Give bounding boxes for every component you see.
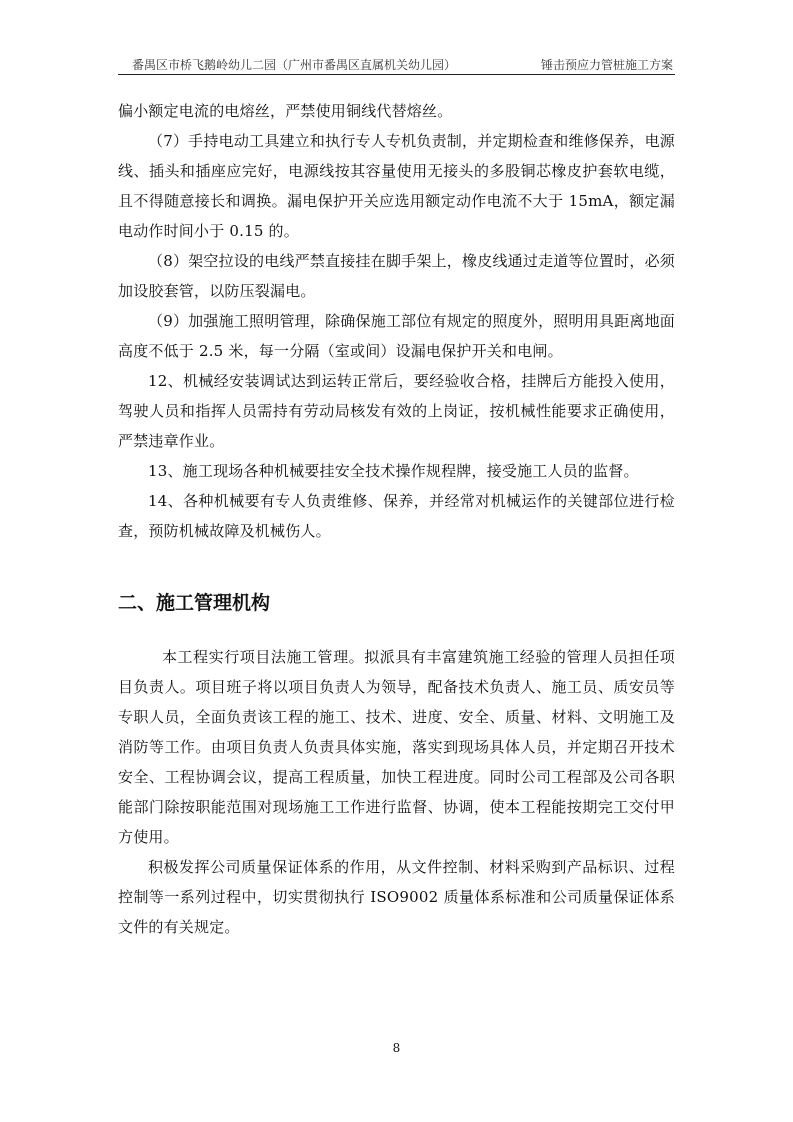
paragraph-item-9: （9）加强施工照明管理，除确保施工部位有规定的照度外，照明用具距离地面高度不低于 2.5 米，每一分隔（室或间）设漏电保护开关和电闸。	[118, 312, 675, 360]
paragraph-item-13: 13、施工现场各种机械要挂安全技术操作规程牌，接受施工人员的监督。	[148, 462, 639, 480]
section-paragraph-1: 本工程实行项目法施工管理。拟派具有丰富建筑施工经验的管理人员担任项目负责人。项目班子将以项目负责人为领导，配备技术负责人、施工员、质安员等专职人员，全面负责该工程的施工、技术、进度、安全、质量、材料、文明施工及消防等工作。由项目负责人负责具体实施，落实到现场具体人员，并定期召开技术安全、工程协调会议，提高工程质量，加快工程进度。同时公司工程部及公司各职能部门除按职能范围对现场施工工作进行监督、协调，使本工程能按期完工交付甲方使用。	[118, 648, 675, 846]
header-right-text: 锤击预应力管桩施工方案	[540, 58, 673, 72]
section-paragraph-2: 积极发挥公司质量保证体系的作用，从文件控制、材料采购到产品标识、过程控制等一系列过程中，切实贯彻执行 ISO9002 质量体系标准和公司质量保证体系文件的有关规定。	[118, 858, 675, 936]
section-heading: 二、施工管理机构	[118, 592, 271, 614]
paragraph-item-7: （7）手持电动工具建立和执行专人专机负责制，并定期检查和维修保养，电源线、插头和插座应完好，电源线按其容量使用无接头的多股铜芯橡皮护套软电缆，且不得随意接长和调换。漏电保护开关应选用额定动作电流不大于 15mA，额定漏电动作时间小于 0.15 的。	[118, 132, 675, 240]
paragraph-item-14: 14、各种机械要有专人负责维修、保养，并经常对机械运作的关键部位进行检查，预防机械故障及机械伤人。	[118, 492, 675, 540]
header-left-text: 番禺区市桥飞鹅岭幼儿二园（广州市番禺区直属机关幼儿园）	[132, 58, 457, 72]
body-text	[118, 96, 675, 546]
section-body	[118, 642, 675, 942]
paragraph-continuation: 偏小额定电流的电熔丝，严禁使用铜线代替熔丝。	[118, 102, 453, 120]
paragraph-item-12: 12、机械经安装调试达到运转正常后，要经验收合格，挂牌后方能投入使用，驾驶人员和指挥人员需持有劳动局核发有效的上岗证，按机械性能要求正确使用，严禁违章作业。	[118, 372, 675, 450]
paragraph-item-8: （8）架空拉设的电线严禁直接挂在脚手架上，橡皮线通过走道等位置时，必须加设胶套管，以防压裂漏电。	[118, 252, 675, 300]
page-number: 8	[392, 1041, 401, 1055]
page-header	[118, 52, 675, 75]
